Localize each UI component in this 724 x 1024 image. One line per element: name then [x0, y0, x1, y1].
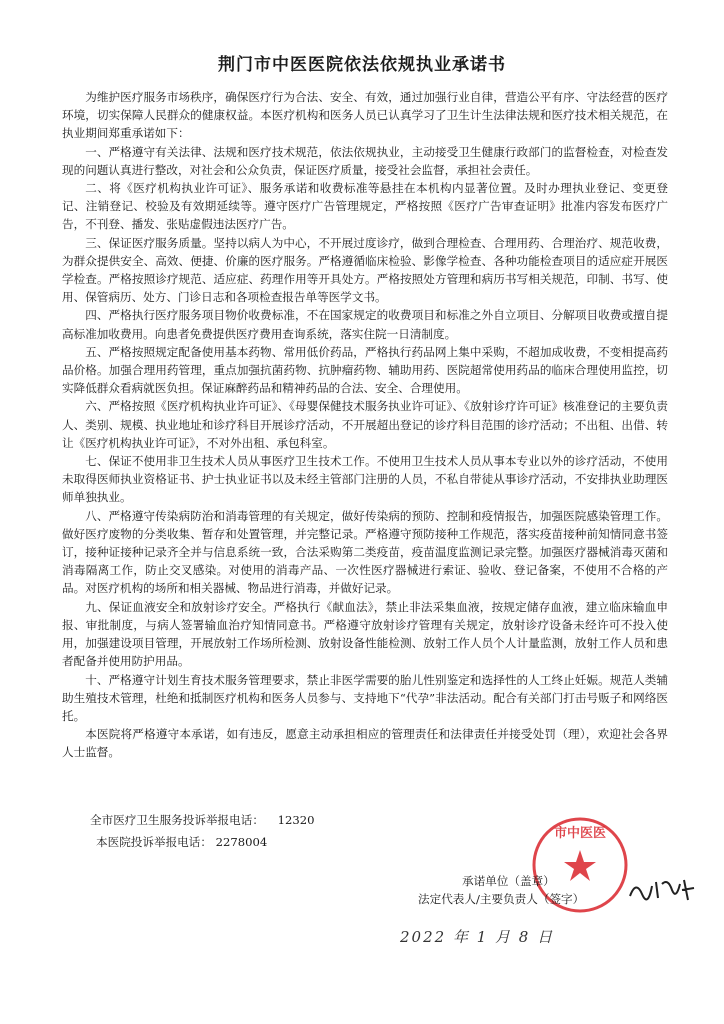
city-hotline-label: 全市医疗卫生服务投诉举报电话：: [90, 813, 264, 827]
intro-paragraph: 为维护医疗服务市场秩序，确保医疗行为合法、安全、有效，通过加强行业自律，营造公平有序、守法经营的医疗环境，切实保障人民群众的健康权益。本医疗机构和医务人员已认真学习了卫生计生法律法规和医疗技术相关规范，在执业期间郑重承诺如下：: [62, 90, 668, 141]
commitment-item-9: 九、保证血液安全和放射诊疗安全。严格执行《献血法》，禁止非法采集血液，按规定储存血液，建立临床输血申报、审批制度，与病人签署输血治疗知情同意书。严格遵守放射诊疗管理有关规定，放射诊疗设备未经许可不投入使用，加强建设项目管理，开展放射工作场所检测、放射设备性能检测、放射工作人员个人计量监测，放射工作人员和患者配备并使用防护用品。: [62, 599, 668, 669]
hospital-hotline: [96, 834, 267, 850]
city-hotline-number: 12320: [277, 813, 315, 827]
svg-text:市中医医: 市中医医: [553, 826, 607, 841]
hospital-hotline-number: 2278004: [215, 835, 268, 849]
commitment-item-10: 十、严格遵守计划生育技术服务管理要求，禁止非医学需要的胎儿性别鉴定和选择性的人工终止妊娠。规范人类辅助生殖技术管理，杜绝和抵制医疗机构和医务人员参与、支持地下“代孕”非法活动。配合有关部门打击号贩子和网络医托。: [62, 672, 668, 723]
commitment-item-6: 六、严格按照《医疗机构执业许可证》、《母婴保健技术服务执业许可证》、《放射诊疗许可证》核准登记的主要负责人、类别、规模、执业地址和诊疗科目开展诊疗活动，不开展超出登记的诊疗科目范围的诊疗活动；不出租、出借、转让《医疗机构执业许可证》，不对外出租、承包科室。: [62, 399, 668, 450]
document-body: [62, 88, 668, 762]
city-hotline: [90, 812, 315, 828]
legal-representative-label: 法定代表人/主要负责人（签字）: [418, 892, 585, 906]
commitment-item-7: 七、保证不使用非卫生技术人员从事医疗卫生技术工作。不使用卫生技术人员从事本专业以外的诊疗活动，不使用未取得医师执业资格证书、护士执业证书以及未经主管部门注册的人员，不私自带徒从事诊疗活动，不安排执业助理医师单独执业。: [62, 454, 668, 505]
commitment-item-1: 一、严格遵守有关法律、法规和医疗技术规范，依法依规执业，主动接受卫生健康行政部门的监督检查，对检查发现的问题认真进行整改，对社会和公众负责，保证医疗质量，接受社会监督，承担社会责任。: [62, 144, 668, 177]
handwritten-signature: [628, 876, 698, 909]
hospital-hotline-label: 本医院投诉举报电话：: [96, 835, 212, 849]
commitment-item-3: 三、保证医疗服务质量。坚持以病人为中心，不开展过度诊疗，做到合理检查、合理用药、合理治疗、规范收费，为群众提供安全、高效、便捷、价廉的医疗服务。严格遵循临床检验、影像学检查、各种功能检查项目的适应症开展医学检查。严格按照诊疗规范、适应症、药理作用等开具处方。严格按照处方管理和病历书写相关规范，印制、书写、使用、保管病历、处方、门诊日志和各项检查报告单等医学文书。: [62, 235, 668, 305]
commitment-item-8: 八、严格遵守传染病防治和消毒管理的有关规定，做好传染病的预防、控制和疫情报告，加强医院感染管理工作。做好医疗废物的分类收集、暂存和处置管理，并完整记录。严格遵守预防接种工作规范，落实疫苗接种前知情同意书签订，接种证接种记录齐全并与信息系统一致，合法采购第二类疫苗，疫苗温度监测记录完整。加强医疗器械消毒灭菌和消毒隔离工作，防止交叉感染。对使用的消毒产品、一次性医疗器械进行索证、验收、登记备案，不使用不合格的产品。对医疗机构的场所和相关器械、物品进行消毒，并做好记录。: [62, 508, 668, 596]
closing-paragraph: 本医院将严格遵守本承诺，如有违反，愿意主动承担相应的管理责任和法律责任并接受处罚（理），欢迎社会各界人士监督。: [62, 727, 668, 760]
commitment-item-4: 四、严格执行医疗服务项目物价收费标准，不在国家规定的收费项目和标准之外自立项目、分解项目收费或擅自提高标准加收费用。向患者免费提供医疗费用查询系统，落实住院一日清制度。: [62, 308, 668, 341]
document-title: 荆门市中医医院依法依规执业承诺书: [218, 55, 506, 75]
signing-unit-label: 承诺单位（盖章）: [462, 874, 555, 888]
commitment-item-2: 二、将《医疗机构执业许可证》、服务承诺和收费标准等悬挂在本机构内显著位置。及时办理执业登记、变更登记、注销登记、校验及有效期延续等。遵守医疗广告管理规定，严格按照《医疗广告审查证明》批准内容发布医疗广告，不刊登、播发、张贴虚假违法医疗广告。: [62, 181, 668, 232]
signature-strokes: [628, 876, 698, 904]
handwritten-date: 2022 年 1 月 8 日: [400, 928, 555, 946]
commitment-item-5: 五、严格按照规定配备使用基本药物、常用低价药品，严格执行药品网上集中采购，不超加成收费，不变相提高药品价格。加强合理用药管理，重点加强抗菌药物、抗肿瘤药物、辅助用药、医院超常使用药品的临床合理使用监控，切实降低群众看病就医负担。保证麻醉药品和精神药品的合法、安全、合理使用。: [62, 344, 668, 396]
